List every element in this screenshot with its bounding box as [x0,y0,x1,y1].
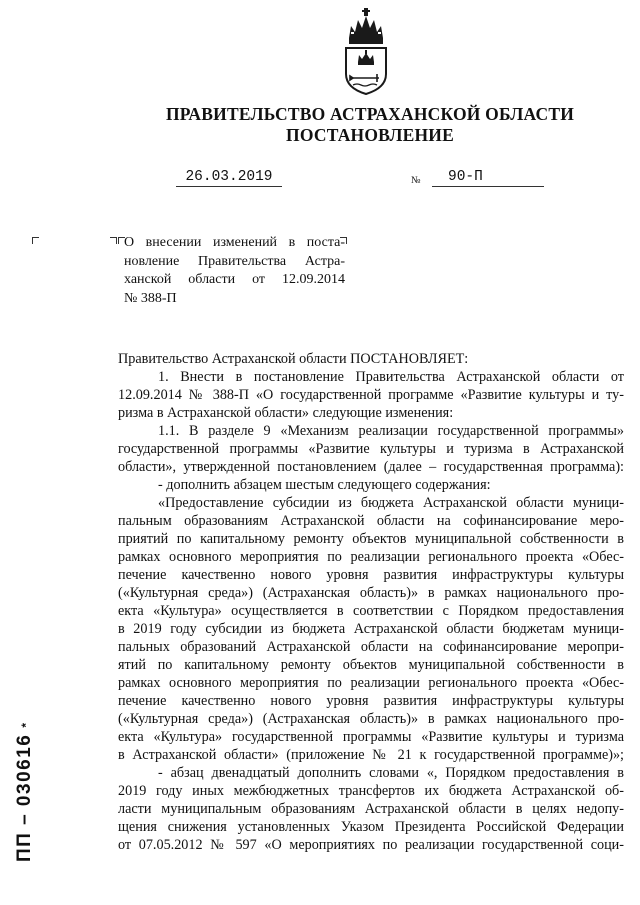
subject-line: № 388-П [124,290,177,306]
coat-of-arms-icon [341,8,391,96]
registration-code [14,723,36,862]
registration-code-text: ПП – 030616 [14,733,35,862]
body-line: рамках основного мероприятия по реализации регионального проекта «Обес- [118,675,624,691]
body-line: государственной программы «Развитие культуры и туризма в Астраханской [118,441,624,457]
document-type-title: ПОСТАНОВЛЕНИЕ [286,125,454,145]
body-line: в 2019 году субсидии из бюджета Астраханской области бюджетам муници- [118,621,624,637]
document-body [118,350,624,854]
registration-mark: * [19,722,33,728]
body-line: - дополнить абзацем шестым следующего содержания: [158,477,491,493]
body-line: пальным образованиям Астраханской области на софинансирование меро- [118,513,624,529]
subject-line: новление Правительства Астра- [124,253,345,269]
body-line: печение качественно нового уровня развития инфраструктуры культуры [118,693,624,709]
body-line: печение качественно нового уровня развития инфраструктуры культуры [118,567,624,583]
body-line: в Астраханской области» (приложение № 21 к государственной программе)»; [118,747,624,763]
document-number: 90-П [432,169,544,187]
org-title: ПРАВИТЕЛЬСТВО АСТРАХАНСКОЙ ОБЛАСТИ [165,104,575,124]
body-line: екта «Культура» осуществляется в соответствии с Порядком предоставления [118,603,624,619]
body-line: 1. Внести в постановление Правительства Астраханской области от [158,369,624,385]
body-line: рамках основного мероприятия по реализации регионального проекта «Обес- [118,549,624,565]
subject-line: О внесении изменений в поста- [124,235,345,250]
body-line: приятий по капитальному ремонту объектов муниципальной собственности в [118,531,624,547]
subject-line: ханской области от 12.09.2014 [124,272,345,287]
body-line: ятий по капитальному ремонту объектов муниципальной собственности в [118,657,624,673]
body-line: Правительство Астраханской области ПОСТАНОВЛЯЕТ: [118,351,469,367]
body-line: пальных образований Астраханской области на софинансирование меропри- [118,639,624,655]
body-line: ласти муниципальным образованиям Астраханской области в целях недопу- [118,801,624,817]
body-line: «Предоставление субсидии из бюджета Астраханской области муници- [158,495,624,511]
body-line: ризма в Астраханской области» следующие изменения: [118,405,454,421]
body-line: области», утвержденной постановлением (далее – государственная программа): [118,459,624,475]
body-line: 2019 году иных межбюджетных трансфертов их бюджета Астраханской об- [118,783,624,799]
body-line: 12.09.2014 № 388-П «О государственной программе «Развитие культуры и ту- [118,387,624,403]
body-line: от 07.05.2012 № 597 «О мероприятиях по реализации государственной соци- [118,837,624,853]
body-line: («Культурная среда») (Астраханская область)» в рамках национального про- [118,711,624,727]
document-subject [124,234,345,308]
number-label: № [411,175,421,186]
body-line: («Культурная среда») (Астраханская область)» в рамках национального про- [118,585,624,601]
body-line: - абзац двенадцатый дополнить словами «, Порядком предоставления в [158,765,624,781]
document-date: 26.03.2019 [176,169,282,187]
corner-mark-left [32,237,39,244]
body-line: екта «Культура» государственной программы «Развитие культуры и туризма [118,729,624,745]
corner-mark-left-inner [110,237,117,244]
body-line: щения снижения установленных Указом Президента Российской Федерации [118,819,624,835]
body-line: 1.1. В разделе 9 «Механизм реализации государственной программы» [158,423,624,439]
